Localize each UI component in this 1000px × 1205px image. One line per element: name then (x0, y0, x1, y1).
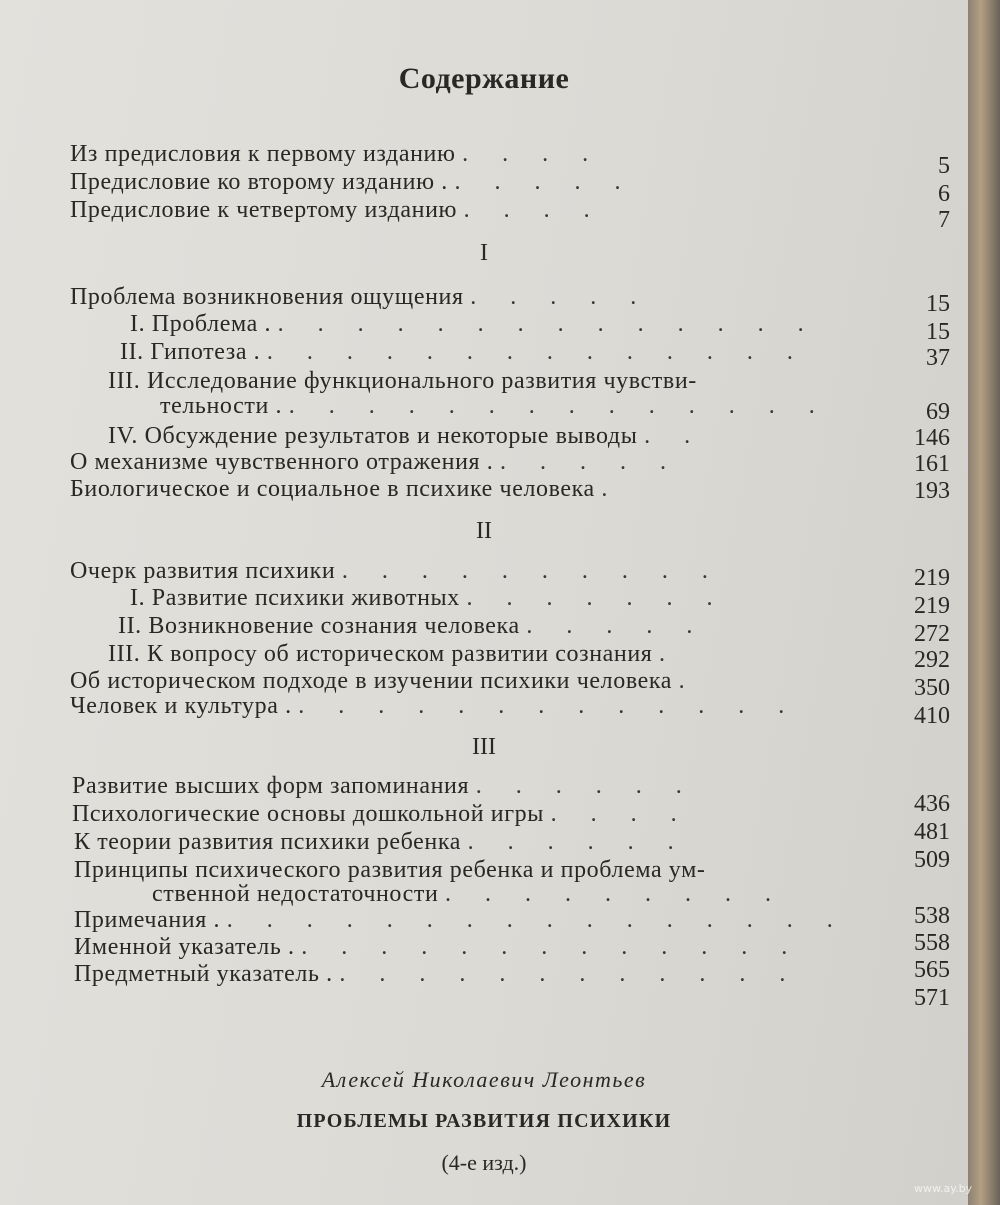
toc-entry-label: IV. Обсуждение результатов и некоторые выводы (108, 423, 638, 449)
toc-entry (74, 906, 847, 934)
toc-page-number: 37 (926, 345, 950, 371)
toc-page-number: 161 (914, 451, 950, 477)
toc-leader-dots: . (659, 641, 680, 667)
toc-leader-dots: . . . . . . . . . . . . . . (277, 311, 818, 337)
toc-page-number: 15 (926, 291, 950, 317)
toc-entry (130, 584, 726, 612)
toc-leader-dots: . . . . . (454, 169, 635, 195)
toc-entry (108, 640, 679, 668)
toc-entry (72, 772, 696, 800)
toc-page-number: 193 (914, 478, 950, 504)
toc-entry (74, 933, 801, 961)
toc-entry-label: I. Развитие психики животных (130, 585, 460, 611)
toc-entry-label: Примечания . (74, 907, 221, 933)
toc-entry-label: Проблема возникновения ощущения (70, 284, 464, 310)
toc-entry-label: II. Гипотеза . (120, 339, 261, 365)
toc-entry (74, 960, 799, 988)
toc-leader-dots: . . . . . . . . . . (341, 558, 722, 584)
toc-page-number: 509 (914, 847, 950, 873)
toc-leader-dots: . . . . . . . . . (445, 881, 786, 907)
toc-leader-dots: . . . . . . . . . . . . . . . . (226, 907, 847, 933)
toc-entry (70, 475, 621, 503)
toc-page-number: 565 (914, 957, 950, 983)
toc-entry-label: тельности . (160, 393, 283, 419)
toc-leader-dots: . . . . (462, 141, 603, 167)
toc-entry (70, 283, 650, 311)
toc-page-number: 571 (914, 985, 950, 1011)
page-edge (968, 0, 1000, 1205)
toc-entry (70, 448, 680, 476)
toc-page-number: 410 (914, 703, 950, 729)
page-title: Содержание (398, 62, 570, 95)
toc-entry-label: Развитие высших форм запоминания (72, 773, 470, 799)
section-heading: II (476, 518, 492, 544)
toc-page-number: 481 (914, 819, 950, 845)
toc-entry-label: II. Возникновение сознания человека (118, 613, 520, 639)
toc-entry (72, 800, 691, 828)
toc-leader-dots: . . (644, 423, 705, 449)
toc-page-number: 538 (914, 903, 950, 929)
toc-page-number: 69 (926, 399, 950, 425)
toc-page-number: 558 (914, 930, 950, 956)
toc-entry-label: III. Исследование функционального развития чувстви- (108, 368, 697, 394)
toc-leader-dots: . . . . . . . . . . . . . (301, 934, 802, 960)
toc-leader-dots: . . . . (463, 197, 604, 223)
toc-entry (120, 338, 807, 366)
toc-entry (108, 367, 697, 395)
toc-entry (70, 692, 798, 720)
toc-page-number: 219 (914, 593, 950, 619)
toc-entry (74, 828, 688, 856)
toc-entry-label: Биологическое и социальное в психике человека (70, 476, 595, 502)
toc-page-number: 146 (914, 425, 950, 451)
toc-leader-dots: . . . . . . . . . . . . (339, 961, 800, 987)
section-heading: I (480, 240, 488, 266)
toc-page-number: 436 (914, 791, 950, 817)
section-heading: III (472, 734, 496, 760)
toc-entry-label: III. К вопросу об историческом развитии сознания (108, 641, 653, 667)
toc-leader-dots: . (678, 668, 699, 694)
toc-entry-label: Предисловие к четвертому изданию (70, 197, 458, 223)
toc-leader-dots: . . . . . . . . . . . . . . (288, 393, 829, 419)
toc-entry-label: ственной недостаточности (152, 881, 439, 907)
toc-entry-label: Психологические основы дошкольной игры (72, 801, 544, 827)
toc-page-number: 292 (914, 647, 950, 673)
toc-entry-label: Предисловие ко второму изданию . (70, 169, 448, 195)
toc-page-number: 5 (938, 153, 950, 179)
toc-leader-dots: . . . . . . (467, 829, 688, 855)
toc-entry (118, 612, 706, 640)
toc-leader-dots: . . . . (550, 801, 691, 827)
toc-leader-dots: . . . . . (526, 613, 707, 639)
toc-entry-label: Принципы психического развития ребенка и проблема ум- (74, 857, 706, 883)
toc-entry (70, 196, 604, 224)
toc-page-number: 15 (926, 319, 950, 345)
toc-leader-dots: . . . . . . . . . . . . . . (266, 339, 807, 365)
toc-entry-label: О механизме чувственного отражения . (70, 449, 494, 475)
toc-entry (160, 392, 829, 420)
toc-leader-dots: . . . . . (500, 449, 681, 475)
toc-entry-label: Именной указатель . (74, 934, 295, 960)
toc-entry (70, 140, 602, 168)
toc-page-number: 219 (914, 565, 950, 591)
toc-entry-label: Из предисловия к первому изданию (70, 141, 456, 167)
toc-leader-dots: . (601, 476, 622, 502)
toc-leader-dots: . . . . . . . . . . . . . (298, 693, 799, 719)
toc-page-number: 350 (914, 675, 950, 701)
toc-entry-label: К теории развития психики ребенка (74, 829, 461, 855)
book-title: ПРОБЛЕМЫ РАЗВИТИЯ ПСИХИКИ (296, 1110, 672, 1132)
toc-entry (70, 667, 699, 695)
toc-page-number: 7 (938, 207, 950, 233)
toc-entry-label: Об историческом подходе в изучении психики человека (70, 668, 673, 694)
author-name: Алексей Николаевич Леонтьев (321, 1067, 647, 1092)
toc-entry-label: I. Проблема . (130, 311, 272, 337)
toc-entry-label: Человек и культура . (70, 693, 292, 719)
edition-label: (4-е изд.) (441, 1150, 527, 1175)
toc-page-number: 272 (914, 621, 950, 647)
toc-leader-dots: . . . . . (470, 284, 651, 310)
toc-entry (70, 557, 722, 585)
toc-leader-dots: . . . . . . (475, 773, 696, 799)
toc-entry-label: Очерк развития психики (70, 558, 336, 584)
toc-page-number: 6 (938, 181, 950, 207)
toc-entry (70, 168, 634, 196)
watermark-text: www.ay.by (914, 1182, 973, 1195)
toc-entry (152, 880, 785, 908)
toc-entry (108, 422, 704, 450)
toc-entry-label: Предметный указатель . (74, 961, 333, 987)
toc-entry (130, 310, 818, 338)
toc-leader-dots: . . . . . . . (466, 585, 727, 611)
